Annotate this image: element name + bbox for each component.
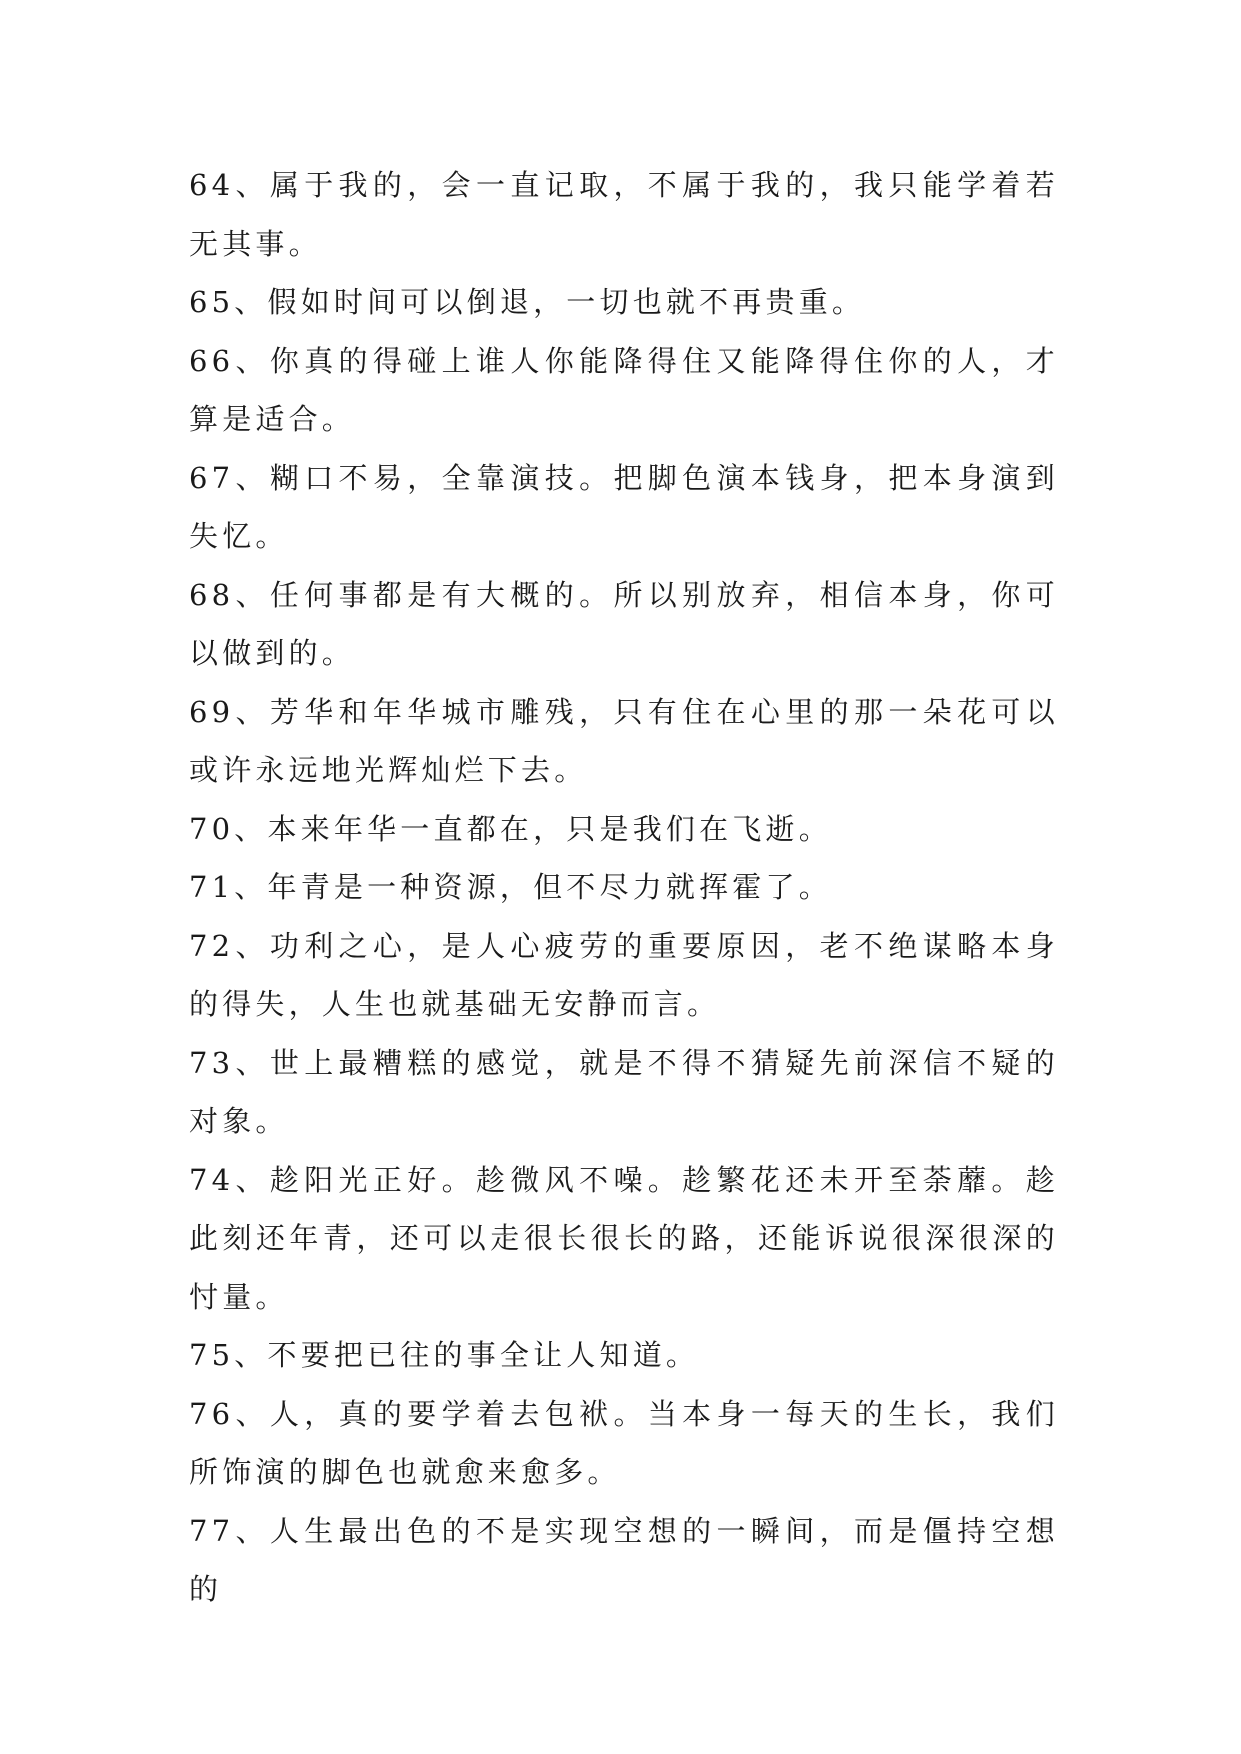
quote-entry-64: 64、属于我的，会一直记取，不属于我的，我只能学着若无其事。 <box>189 168 1059 261</box>
quote-entry-72: 72、功利之心，是人心疲劳的重要原因，老不绝谋略本身的得失，人生也就基础无安静而言。 <box>189 928 1059 1021</box>
quote-entry-65: 65、假如时间可以倒退，一切也就不再贵重。 <box>189 285 866 319</box>
quote-entry-69: 69、芳华和年华城市雕残，只有住在心里的那一朵花可以或许永远地光辉灿烂下去。 <box>189 694 1059 787</box>
quote-entry-74: 74、趁阳光正好。趁微风不噪。趁繁花还未开至荼蘼。趁此刻还年青，还可以走很长很长的路，还能诉说很深很深的忖量。 <box>189 1162 1059 1314</box>
quote-entry-75: 75、不要把已往的事全让人知道。 <box>189 1338 700 1372</box>
quote-entry-76: 76、人，真的要学着去包袱。当本身一每天的生长，我们所饰演的脚色也就愈来愈多。 <box>189 1396 1059 1489</box>
quote-entry-66: 66、你真的得碰上谁人你能降得住又能降得住你的人，才算是适合。 <box>189 343 1059 436</box>
quote-entry-68: 68、任何事都是有大概的。所以别放弃，相信本身，你可以做到的。 <box>189 577 1059 670</box>
quote-entry-73: 73、世上最糟糕的感觉，就是不得不猜疑先前深信不疑的对象。 <box>189 1045 1059 1138</box>
quote-entry-70: 70、本来年华一直都在，只是我们在飞逝。 <box>189 811 832 846</box>
quote-entry-77: 77、人生最出色的不是实现空想的一瞬间，而是僵持空想的 <box>189 1513 1059 1606</box>
quote-list <box>189 156 1059 1619</box>
quote-entry-67: 67、糊口不易，全靠演技。把脚色演本钱身，把本身演到失忆。 <box>189 460 1059 553</box>
quote-entry-71: 71、年青是一种资源，但不尽力就挥霍了。 <box>189 870 832 904</box>
